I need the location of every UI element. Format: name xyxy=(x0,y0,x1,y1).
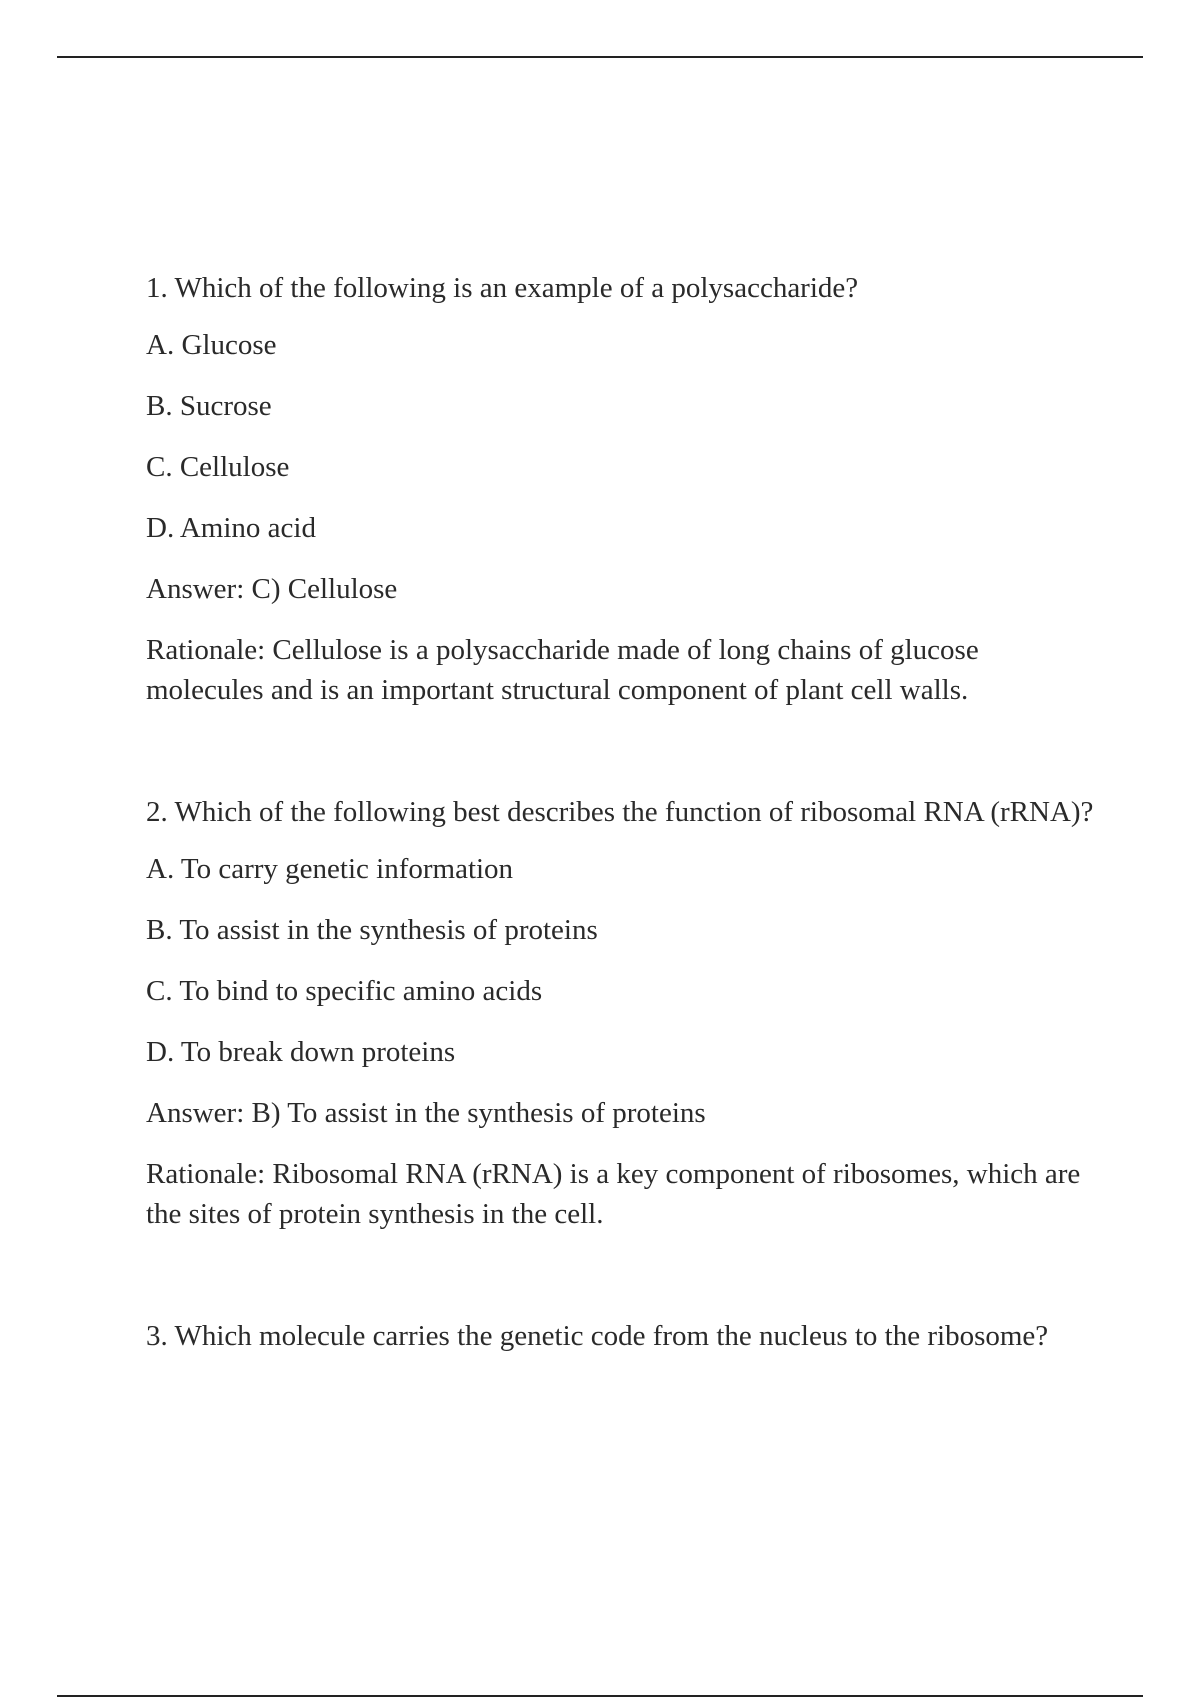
option-d: D. Amino acid xyxy=(146,512,316,544)
question-block-3 xyxy=(146,1316,1096,1356)
header-rule xyxy=(57,56,1143,58)
document-body xyxy=(146,268,1096,1373)
option-c: C. To bind to specific amino acids xyxy=(146,975,543,1007)
rationale-text: Rationale: Cellulose is a polysaccharide made of long chains of glucose molecules and is an important structural component of plant cell walls. xyxy=(146,634,979,706)
question-text: 3. Which molecule carries the genetic code from the nucleus to the ribosome? xyxy=(146,1320,1049,1352)
option-d: D. To break down proteins xyxy=(146,1036,456,1068)
question-block-2 xyxy=(146,792,1096,1234)
option-c: C. Cellulose xyxy=(146,451,290,483)
question-text: 1. Which of the following is an example of a polysaccharide? xyxy=(146,272,859,304)
option-b: B. Sucrose xyxy=(146,390,272,422)
option-a: A. Glucose xyxy=(146,329,277,361)
footer-rule xyxy=(57,1695,1143,1697)
option-b: B. To assist in the synthesis of proteins xyxy=(146,914,598,946)
option-a: A. To carry genetic information xyxy=(146,853,514,885)
answer-text: Answer: C) Cellulose xyxy=(146,573,398,605)
rationale-text: Rationale: Ribosomal RNA (rRNA) is a key component of ribosomes, which are the sites of protein synthesis in the cell. xyxy=(146,1158,1081,1230)
question-block-1 xyxy=(146,268,1096,710)
question-text: 2. Which of the following best describes the function of ribosomal RNA (rRNA)? xyxy=(146,796,1094,828)
answer-text: Answer: B) To assist in the synthesis of proteins xyxy=(146,1097,706,1129)
